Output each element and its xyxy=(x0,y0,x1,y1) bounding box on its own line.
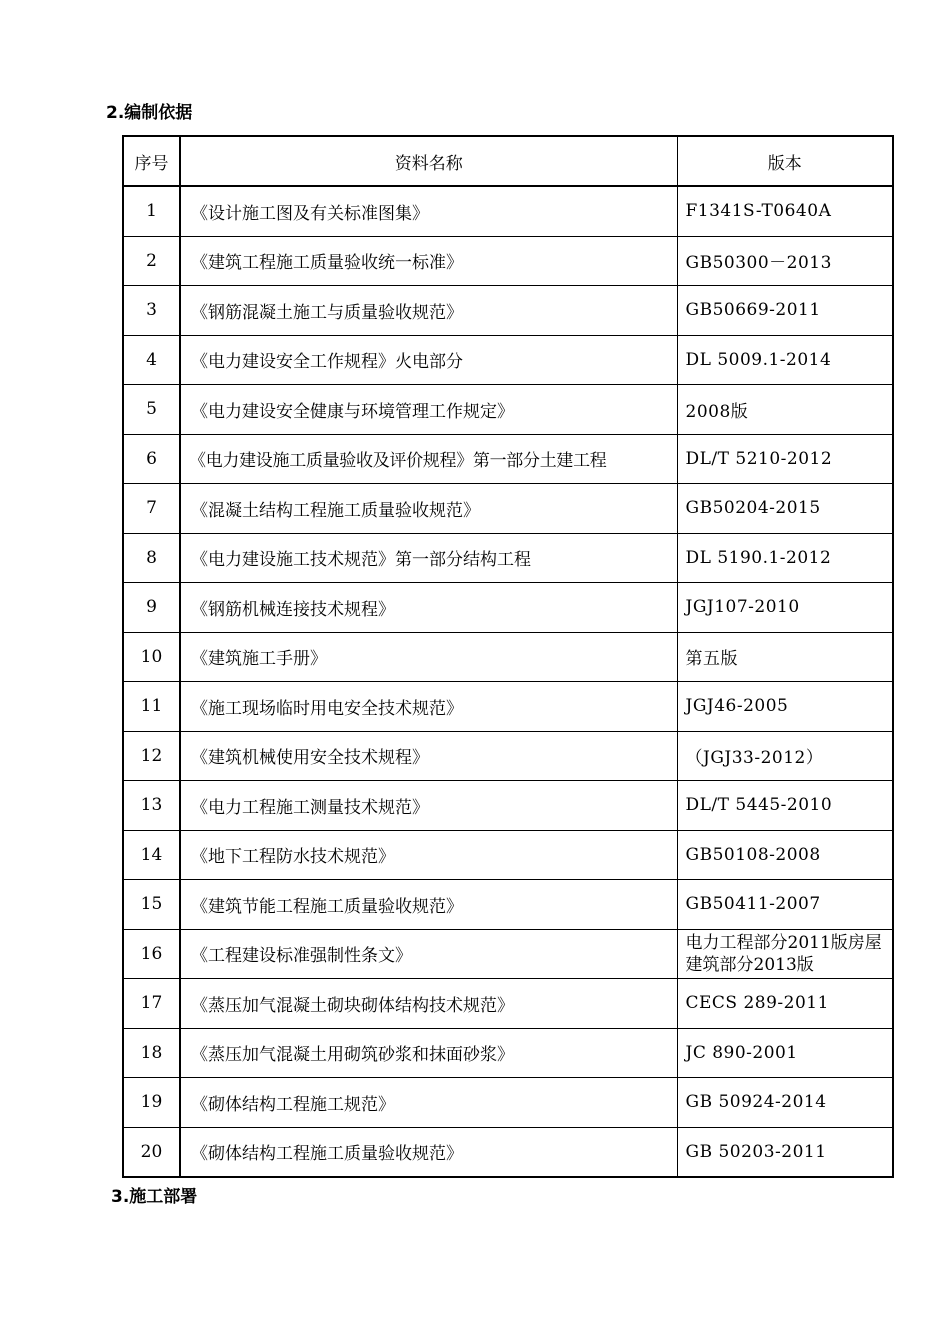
table-row xyxy=(123,830,893,880)
row-version: GB50108-2008 xyxy=(677,830,893,880)
row-name: 《施工现场临时用电安全技术规范》 xyxy=(180,682,677,732)
row-name: 《电力工程施工测量技术规范》 xyxy=(180,781,677,831)
row-version: F1341S-T0640A xyxy=(677,186,893,236)
row-no: 9 xyxy=(123,583,180,633)
row-name: 《电力建设施工质量验收及评价规程》第一部分土建工程 xyxy=(180,434,677,484)
header-name: 资料名称 xyxy=(180,136,677,186)
row-version: 第五版 xyxy=(677,632,893,682)
row-no: 12 xyxy=(123,731,180,781)
row-name: 《钢筋混凝土施工与质量验收规范》 xyxy=(180,286,677,336)
table-row xyxy=(123,731,893,781)
row-name: 《建筑工程施工质量验收统一标准》 xyxy=(180,236,677,286)
row-name: 《混凝土结构工程施工质量验收规范》 xyxy=(180,484,677,534)
row-version: GB50300－2013 xyxy=(677,236,893,286)
header-version: 版本 xyxy=(677,136,893,186)
row-name: 《电力建设安全健康与环境管理工作规定》 xyxy=(180,385,677,435)
row-name: 《设计施工图及有关标准图集》 xyxy=(180,186,677,236)
row-version: JC 890-2001 xyxy=(677,1028,893,1078)
table-row xyxy=(123,583,893,633)
table-row xyxy=(123,880,893,930)
row-no: 1 xyxy=(123,186,180,236)
table-row xyxy=(123,1078,893,1128)
row-version: DL/T 5210-2012 xyxy=(677,434,893,484)
row-no: 2 xyxy=(123,236,180,286)
table-row xyxy=(123,286,893,336)
row-version: DL/T 5445-2010 xyxy=(677,781,893,831)
row-name: 《蒸压加气混凝土用砌筑砂浆和抹面砂浆》 xyxy=(180,1028,677,1078)
table-header-row xyxy=(123,136,893,186)
row-no: 13 xyxy=(123,781,180,831)
row-version: 电力工程部分2011版房屋建筑部分2013版 xyxy=(677,929,893,979)
table-row xyxy=(123,632,893,682)
row-version: 2008版 xyxy=(677,385,893,435)
row-no: 7 xyxy=(123,484,180,534)
row-no: 4 xyxy=(123,335,180,385)
section-2-heading: 2.编制依据 xyxy=(106,103,193,123)
row-no: 15 xyxy=(123,880,180,930)
table-row xyxy=(123,186,893,236)
table-row xyxy=(123,434,893,484)
table-row xyxy=(123,979,893,1029)
row-name: 《电力建设施工技术规范》第一部分结构工程 xyxy=(180,533,677,583)
row-version: DL 5190.1-2012 xyxy=(677,533,893,583)
table-row xyxy=(123,682,893,732)
row-version: DL 5009.1-2014 xyxy=(677,335,893,385)
row-no: 6 xyxy=(123,434,180,484)
row-no: 18 xyxy=(123,1028,180,1078)
row-no: 8 xyxy=(123,533,180,583)
row-version: GB50204-2015 xyxy=(677,484,893,534)
row-name: 《砌体结构工程施工质量验收规范》 xyxy=(180,1127,677,1177)
row-version: JGJ46-2005 xyxy=(677,682,893,732)
row-name: 《钢筋机械连接技术规程》 xyxy=(180,583,677,633)
row-name: 《建筑机械使用安全技术规程》 xyxy=(180,731,677,781)
row-no: 11 xyxy=(123,682,180,732)
reference-table xyxy=(122,135,894,1178)
row-version: GB50669-2011 xyxy=(677,286,893,336)
row-no: 3 xyxy=(123,286,180,336)
table-row xyxy=(123,929,893,979)
table-row xyxy=(123,236,893,286)
row-no: 5 xyxy=(123,385,180,435)
row-version: CECS 289-2011 xyxy=(677,979,893,1029)
row-version: GB 50203-2011 xyxy=(677,1127,893,1177)
row-name: 《地下工程防水技术规范》 xyxy=(180,830,677,880)
table-row xyxy=(123,385,893,435)
table-row xyxy=(123,533,893,583)
row-version: JGJ107-2010 xyxy=(677,583,893,633)
table-row xyxy=(123,484,893,534)
row-no: 16 xyxy=(123,929,180,979)
table-row xyxy=(123,781,893,831)
row-no: 17 xyxy=(123,979,180,1029)
row-no: 19 xyxy=(123,1078,180,1128)
row-name: 《电力建设安全工作规程》火电部分 xyxy=(180,335,677,385)
row-version: （JGJ33-2012） xyxy=(677,731,893,781)
row-no: 20 xyxy=(123,1127,180,1177)
row-name: 《建筑施工手册》 xyxy=(180,632,677,682)
row-version: GB50411-2007 xyxy=(677,880,893,930)
header-no: 序号 xyxy=(123,136,180,186)
row-version: GB 50924-2014 xyxy=(677,1078,893,1128)
row-name: 《蒸压加气混凝土砌块砌体结构技术规范》 xyxy=(180,979,677,1029)
row-name: 《砌体结构工程施工规范》 xyxy=(180,1078,677,1128)
row-name: 《建筑节能工程施工质量验收规范》 xyxy=(180,880,677,930)
table-row xyxy=(123,1028,893,1078)
section-3-heading: 3.施工部署 xyxy=(111,1187,198,1207)
table-row xyxy=(123,335,893,385)
table-row xyxy=(123,1127,893,1177)
row-no: 10 xyxy=(123,632,180,682)
row-no: 14 xyxy=(123,830,180,880)
row-name: 《工程建设标准强制性条文》 xyxy=(180,929,677,979)
